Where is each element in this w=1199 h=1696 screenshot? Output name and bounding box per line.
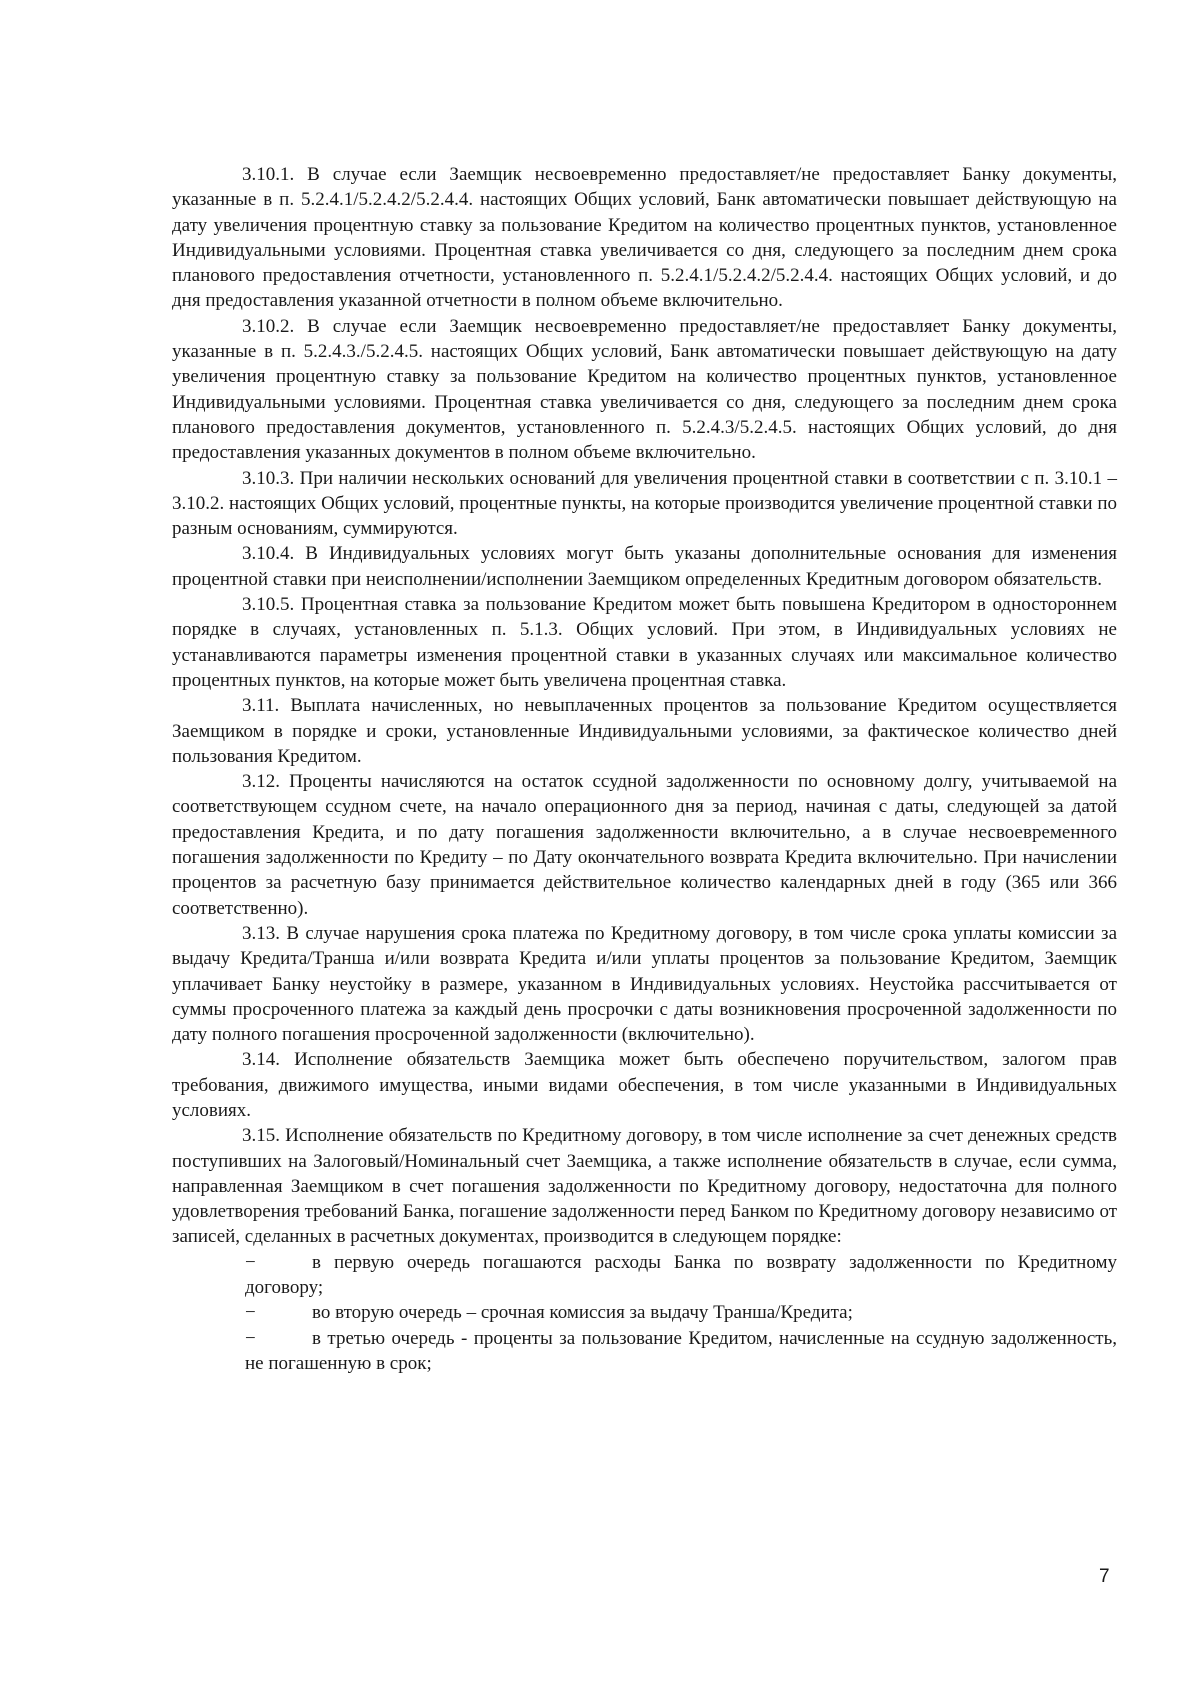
paragraph-3-10-2: 3.10.2. В случае если Заемщик несвоевременно предоставляет/не предоставляет Банку документы, указанные в п. 5.2.4.3./5.2.4.5. настоящих Общих условий, Банк автоматически повышает действующую на дату увеличения процентную ставку за пользование Кредитом на количество процентных пунктов, установленное Индивидуальными условиями. Процентная ставка увеличивается со дня, следующего за последним днем срока планового предоставления документов, установленного п. 5.2.4.3/5.2.4.5. настоящих Общих условий, до дня предоставления указанных документов в полном объеме включительно. (172, 315, 1117, 464)
list-dash: − (245, 1302, 256, 1324)
paragraph-3-14: 3.14. Исполнение обязательств Заемщика может быть обеспечено поручительством, залогом прав требования, движимого имущества, иными видами обеспечения, в том числе указанными в Индивидуальных условиях. (172, 1049, 1117, 1121)
list-dash: − (245, 1251, 256, 1273)
list-item (172, 1250, 1117, 1301)
paragraph-3-13: 3.13. В случае нарушения срока платежа по Кредитному договору, в том числе срока уплаты комиссии за выдачу Кредита/Транша и/или возврата Кредита и/или уплаты процентов за пользование Кредитом, Заемщик уплачивает Банку неустойку в размере, указанном в Индивидуальных условиях. Неустойка рассчитывается от суммы просроченного платежа за каждый день просрочки с даты возникновения просроченной задолженности по дату полного погашения просроченной задолженности (включительно). (172, 922, 1117, 1046)
list-item (172, 1326, 1117, 1377)
list-item-text: в третью очередь - проценты за пользование Кредитом, начисленные на ссудную задолженность, не погашенную в срок; (245, 1327, 1117, 1374)
list-item (172, 1300, 1117, 1325)
paragraph-3-11: 3.11. Выплата начисленных, но невыплаченных процентов за пользование Кредитом осуществляется Заемщиком в порядке и сроки, установленные Индивидуальными условиями, за фактическое количество дней пользования Кредитом. (172, 695, 1117, 767)
paragraph-3-10-5: 3.10.5. Процентная ставка за пользование Кредитом может быть повышена Кредитором в одностороннем порядке в случаях, установленных п. 5.1.3. Общих условий. При этом, в Индивидуальных условиях не устанавливаются параметры изменения процентной ставки в указанных случаях или максимальное количество процентных пунктов, на которые может быть увеличена процентная ставка. (172, 594, 1117, 691)
list-dash: − (245, 1327, 256, 1349)
page-number: 7 (1099, 1566, 1110, 1587)
page-body (172, 162, 1117, 1376)
payment-order-list (172, 1250, 1117, 1376)
list-item-text: во вторую очередь – срочная комиссия за выдачу Транша/Кредита; (312, 1302, 853, 1324)
paragraph-3-15: 3.15. Исполнение обязательств по Кредитному договору, в том числе исполнение за счет денежных средств поступивших на Залоговый/Номинальный счет Заемщика, а также исполнение обязательств в случае, если сумма, направленная Заемщиком в счет погашения задолженности по Кредитному договору, недостаточна для полного удовлетворения требований Банка, погашение задолженности перед Банком по Кредитному договору независимо от записей, сделанных в расчетных документах, производится в следующем порядке: (172, 1125, 1117, 1248)
paragraph-3-10-4: 3.10.4. В Индивидуальных условиях могут быть указаны дополнительные основания для изменения процентной ставки при неисполнении/исполнении Заемщиком определенных Кредитным договором обязательств. (172, 543, 1117, 590)
paragraph-3-10-1: 3.10.1. В случае если Заемщик несвоевременно предоставляет/не предоставляет Банку документы, указанные в п. 5.2.4.1/5.2.4.2/5.2.4.4. настоящих Общих условий, Банк автоматически повышает действующую на дату увеличения процентную ставку за пользование Кредитом на количество процентных пунктов, установленное Индивидуальными условиями. Процентная ставка увеличивается со дня, следующего за последним днем срока планового предоставления отчетности, установленного п. 5.2.4.1/5.2.4.2/5.2.4.4. настоящих Общих условий, и до дня предоставления указанной отчетности в полном объеме включительно. (172, 164, 1117, 312)
list-item-text: в первую очередь погашаются расходы Банка по возврату задолженности по Кредитному договору; (245, 1251, 1117, 1299)
paragraph-3-10-3: 3.10.3. При наличии нескольких оснований для увеличения процентной ставки в соответствии с п. 3.10.1 – 3.10.2. настоящих Общих условий, процентные пункты, на которые производится увеличение процентной ставки по разным основаниям, суммируются. (172, 467, 1117, 540)
paragraph-3-12: 3.12. Проценты начисляются на остаток ссудной задолженности по основному долгу, учитываемой на соответствующем ссудном счете, на начало операционного дня за период, начиная с даты, следующей за датой предоставления Кредита, и по дату погашения задолженности включительно, а в случае несвоевременного погашения задолженности по Кредиту – по Дату окончательного возврата Кредита включительно. При начислении процентов за расчетную базу принимается действительное количество календарных дней в году (365 или 366 соответственно). (172, 771, 1117, 919)
